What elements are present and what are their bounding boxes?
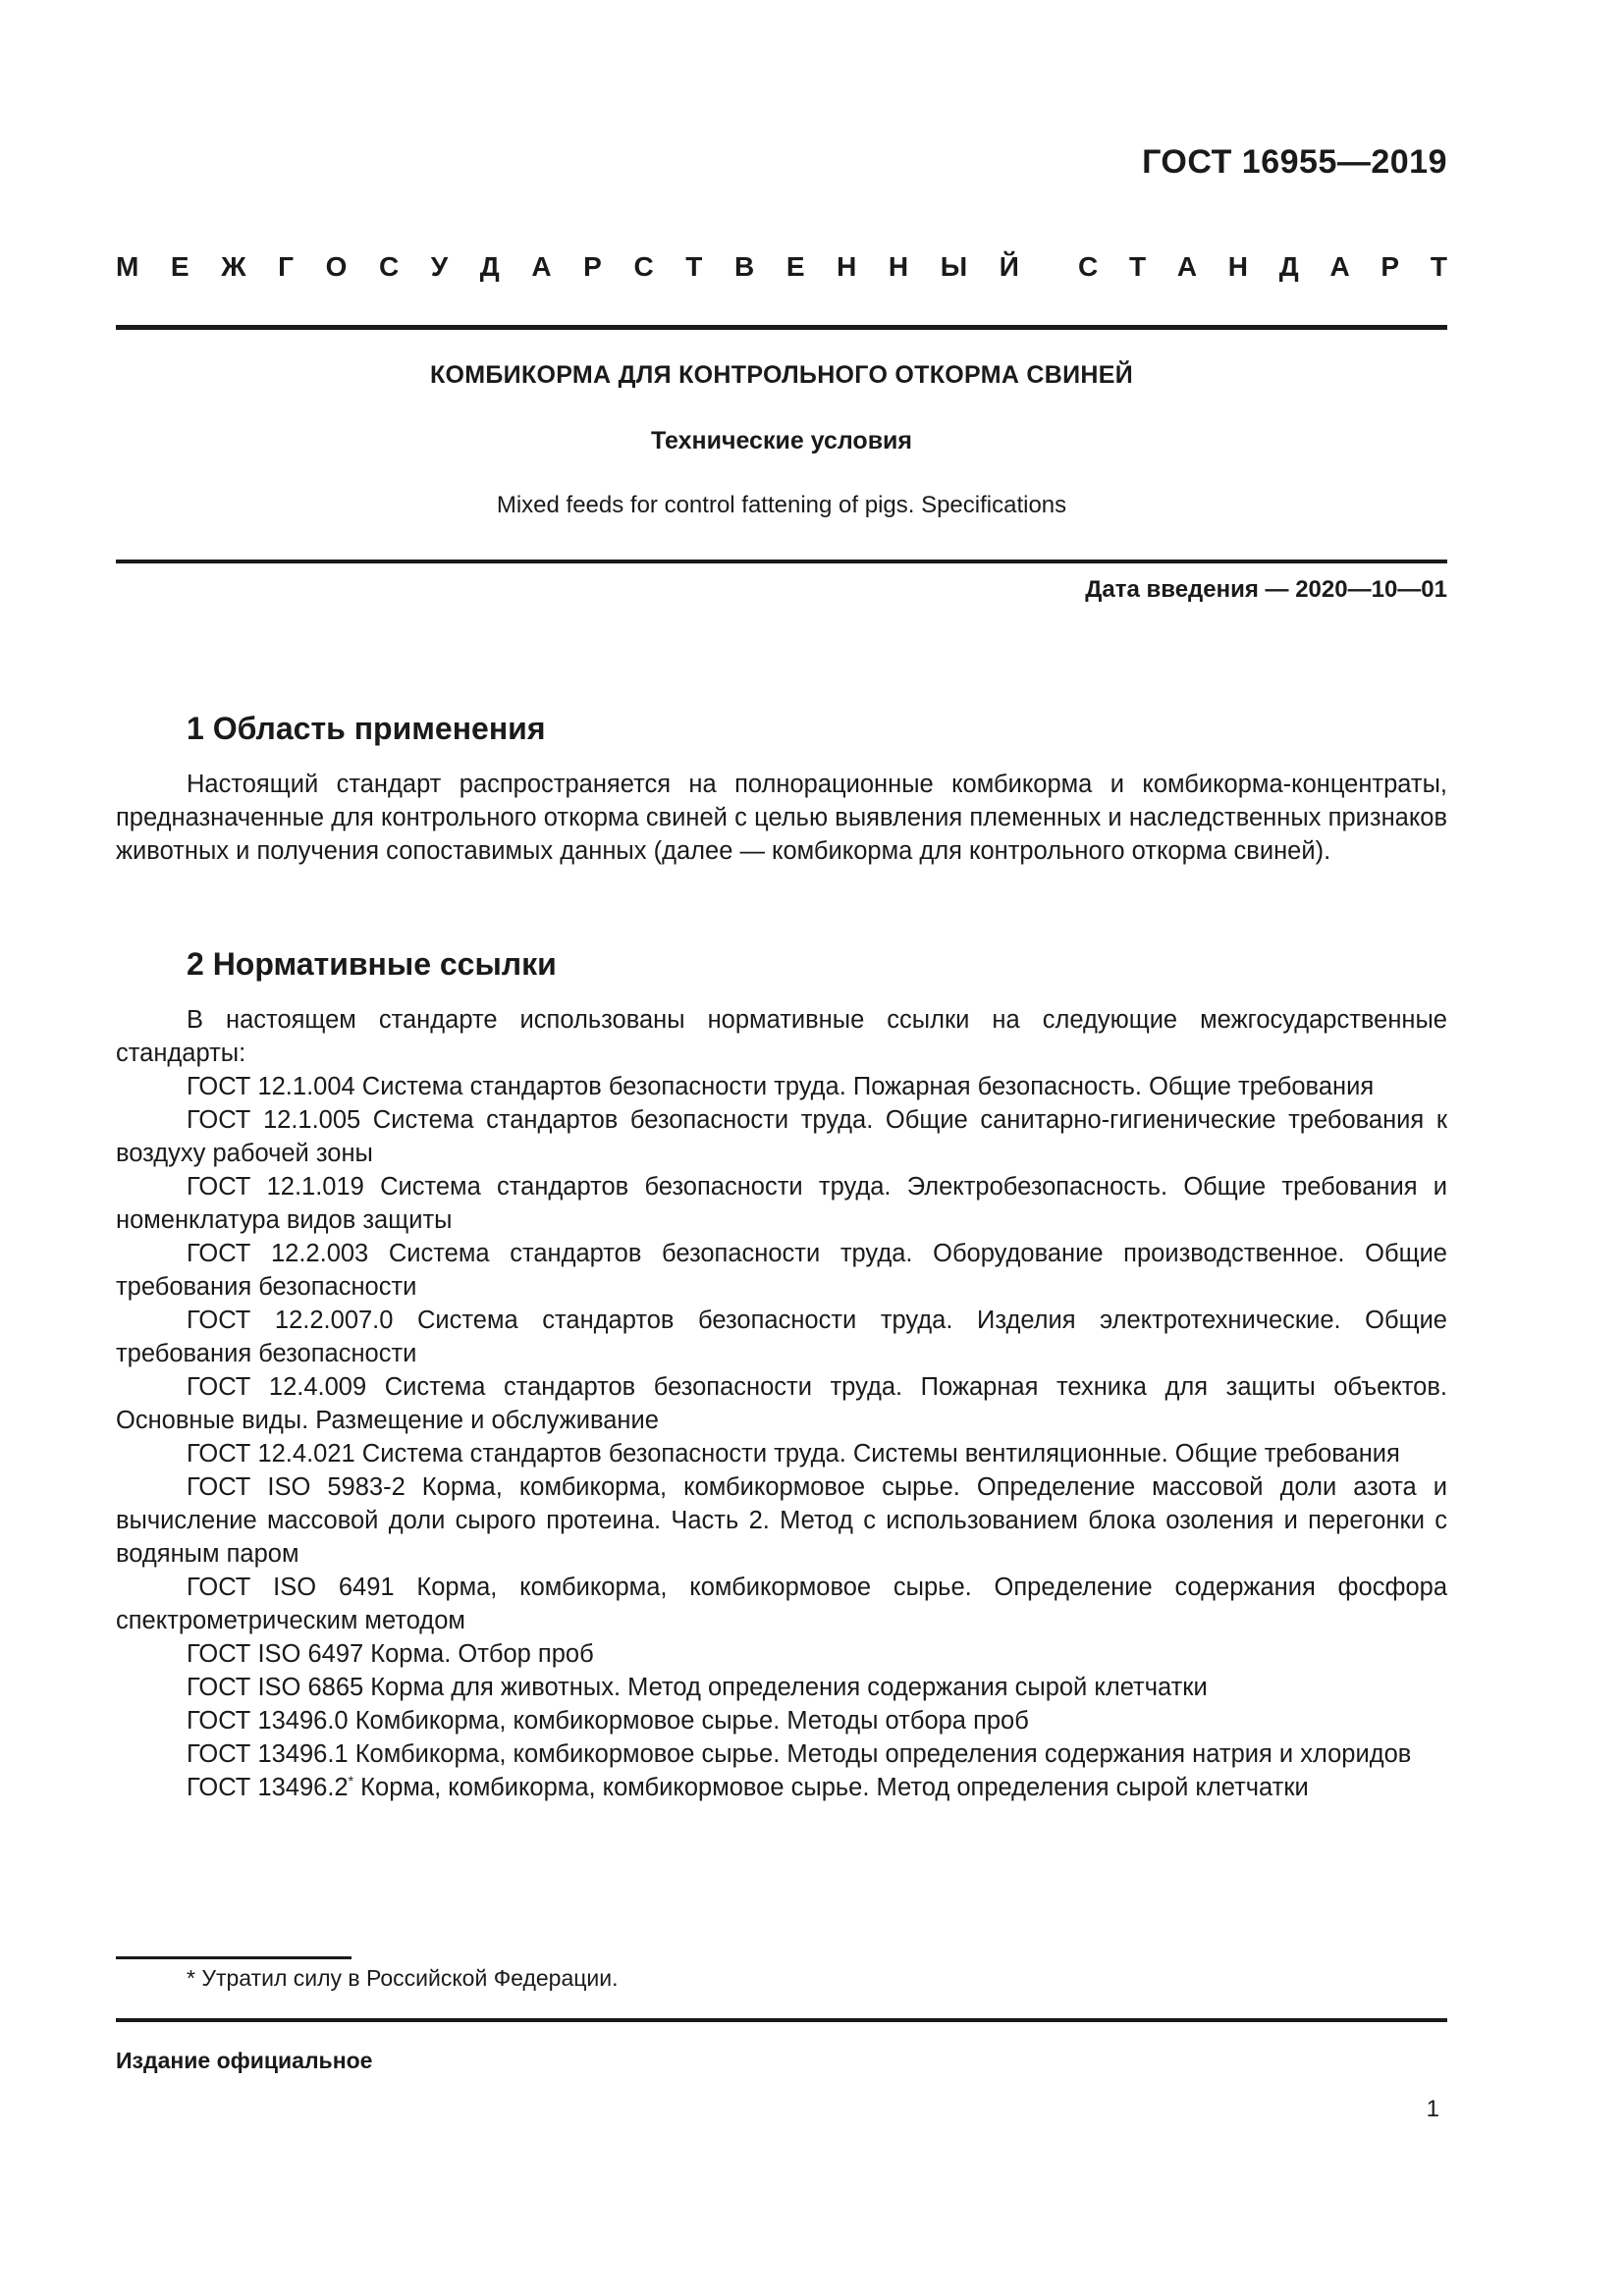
heading-letter: Д xyxy=(479,251,500,282)
reference-item: ГОСТ 12.1.005 Система стандартов безопасности труда. Общие санитарно-гигиенические требования к воздуху рабочей зоны xyxy=(116,1106,1447,1167)
heading-letter: Ж xyxy=(221,251,246,282)
heading-letter: Д xyxy=(1278,251,1299,282)
reference-item xyxy=(116,1771,1447,1804)
reference-item: ГОСТ 12.4.009 Система стандартов безопасности труда. Пожарная техника для защиты объектов. Основные виды. Размещение и обслуживание xyxy=(116,1373,1447,1434)
heading-letter: Г xyxy=(278,251,294,282)
top-divider xyxy=(116,325,1447,330)
heading-letter: Р xyxy=(583,251,602,282)
reference-item: ГОСТ ISO 6497 Корма. Отбор проб xyxy=(187,1640,594,1668)
interstate-word-1 xyxy=(116,251,1019,283)
heading-letter: Т xyxy=(1430,251,1447,282)
heading-letter: С xyxy=(378,251,400,282)
reference-item: ГОСТ ISO 6865 Корма для животных. Метод определения содержания сырой клетчатки xyxy=(187,1674,1208,1701)
reference-item: ГОСТ 13496.0 Комбикорма, комбикормовое сырье. Методы отбора проб xyxy=(187,1707,1029,1735)
reference-item: ГОСТ 12.2.003 Система стандартов безопасности труда. Оборудование производственное. Общие требования безопасности xyxy=(116,1240,1447,1301)
heading-letter: А xyxy=(1176,251,1198,282)
interstate-standard-heading xyxy=(116,251,1447,283)
interstate-word-2 xyxy=(1078,251,1447,283)
reference-text: Корма, комбикорма, комбикормовое сырье. Метод определения сырой клетчатки xyxy=(353,1774,1309,1801)
reference-item: ГОСТ ISO 5983-2 Корма, комбикорма, комбикормовое сырье. Определение массовой доли азота и вычисление массовой доли сырого протеина. Часть 2. Метод с использованием блока озоления и перегонки с водяным паром xyxy=(116,1473,1447,1568)
section-1-heading: 1 Область применения xyxy=(187,711,546,746)
footnote-divider xyxy=(116,1956,352,1959)
reference-item: ГОСТ 13496.1 Комбикорма, комбикормовое сырье. Методы определения содержания натрия и хлоридов xyxy=(187,1740,1412,1768)
heading-letter: А xyxy=(1329,251,1350,282)
heading-letter: С xyxy=(1078,251,1099,282)
reference-item: ГОСТ 12.4.021 Система стандартов безопасности труда. Системы вентиляционные. Общие требования xyxy=(187,1440,1400,1468)
heading-letter: Н xyxy=(888,251,909,282)
title-divider xyxy=(116,560,1447,563)
heading-letter: Т xyxy=(1128,251,1147,282)
heading-letter: М xyxy=(116,251,139,282)
reference-item: ГОСТ 12.1.004 Система стандартов безопасности труда. Пожарная безопасность. Общие требования xyxy=(187,1073,1375,1100)
heading-letter: Т xyxy=(685,251,703,282)
heading-letter: Р xyxy=(1380,251,1400,282)
heading-letter: Н xyxy=(837,251,857,282)
section-1-text: Настоящий стандарт распространяется на полнорационные комбикорма и комбикорма-концентраты, предназначенные для контрольного откорма свиней с целью выявления племенных и наследственных признаков животных и получения сопоставимых данных (далее — комбикорма для контрольного откорма свиней). xyxy=(116,771,1447,865)
section-2-heading: 2 Нормативные ссылки xyxy=(187,946,557,982)
heading-letter: С xyxy=(633,251,654,282)
reference-item: ГОСТ 12.2.007.0 Система стандартов безопасности труда. Изделия электротехнические. Общие требования безопасности xyxy=(116,1307,1447,1367)
heading-letter: Й xyxy=(999,251,1019,282)
heading-letter: О xyxy=(325,251,348,282)
heading-letter: У xyxy=(430,251,449,282)
heading-letter: Е xyxy=(170,251,189,282)
document-title-english: Mixed feeds for control fattening of pigs. Specifications xyxy=(496,492,1067,518)
reference-list xyxy=(116,1070,1447,1771)
heading-letter: Н xyxy=(1227,251,1249,282)
footnote-marker: * xyxy=(348,1773,354,1789)
footer-divider xyxy=(116,2018,1447,2022)
reference-item: ГОСТ ISO 6491 Корма, комбикорма, комбикормовое сырье. Определение содержания фосфора спектрометрическим методом xyxy=(116,1574,1447,1634)
footnote: * Утратил силу в Российской Федерации. xyxy=(187,1965,619,1991)
heading-letter: В xyxy=(733,251,755,282)
reference-code: ГОСТ 13496.2 xyxy=(187,1774,349,1801)
standard-number: ГОСТ 16955—2019 xyxy=(1142,143,1447,181)
heading-letter: Е xyxy=(785,251,805,282)
document-subtitle: Технические условия xyxy=(650,427,913,454)
edition-label: Издание официальное xyxy=(116,2048,373,2073)
section-normative-references xyxy=(116,944,1447,1804)
introduction-date: Дата введения — 2020—10—01 xyxy=(1085,576,1447,603)
section-scope xyxy=(116,709,1447,868)
heading-letter: Ы xyxy=(940,251,968,282)
heading-letter: А xyxy=(531,251,552,282)
reference-item: ГОСТ 12.1.019 Система стандартов безопасности труда. Электробезопасность. Общие требования и номенклатура видов защиты xyxy=(116,1173,1447,1234)
section-2-intro: В настоящем стандарте использованы нормативные ссылки на следующие межгосударственные стандарты: xyxy=(116,1006,1447,1067)
page-number: 1 xyxy=(1426,2096,1439,2122)
document-title: КОМБИКОРМА ДЛЯ КОНТРОЛЬНОГО ОТКОРМА СВИНЕЙ xyxy=(429,361,1134,389)
